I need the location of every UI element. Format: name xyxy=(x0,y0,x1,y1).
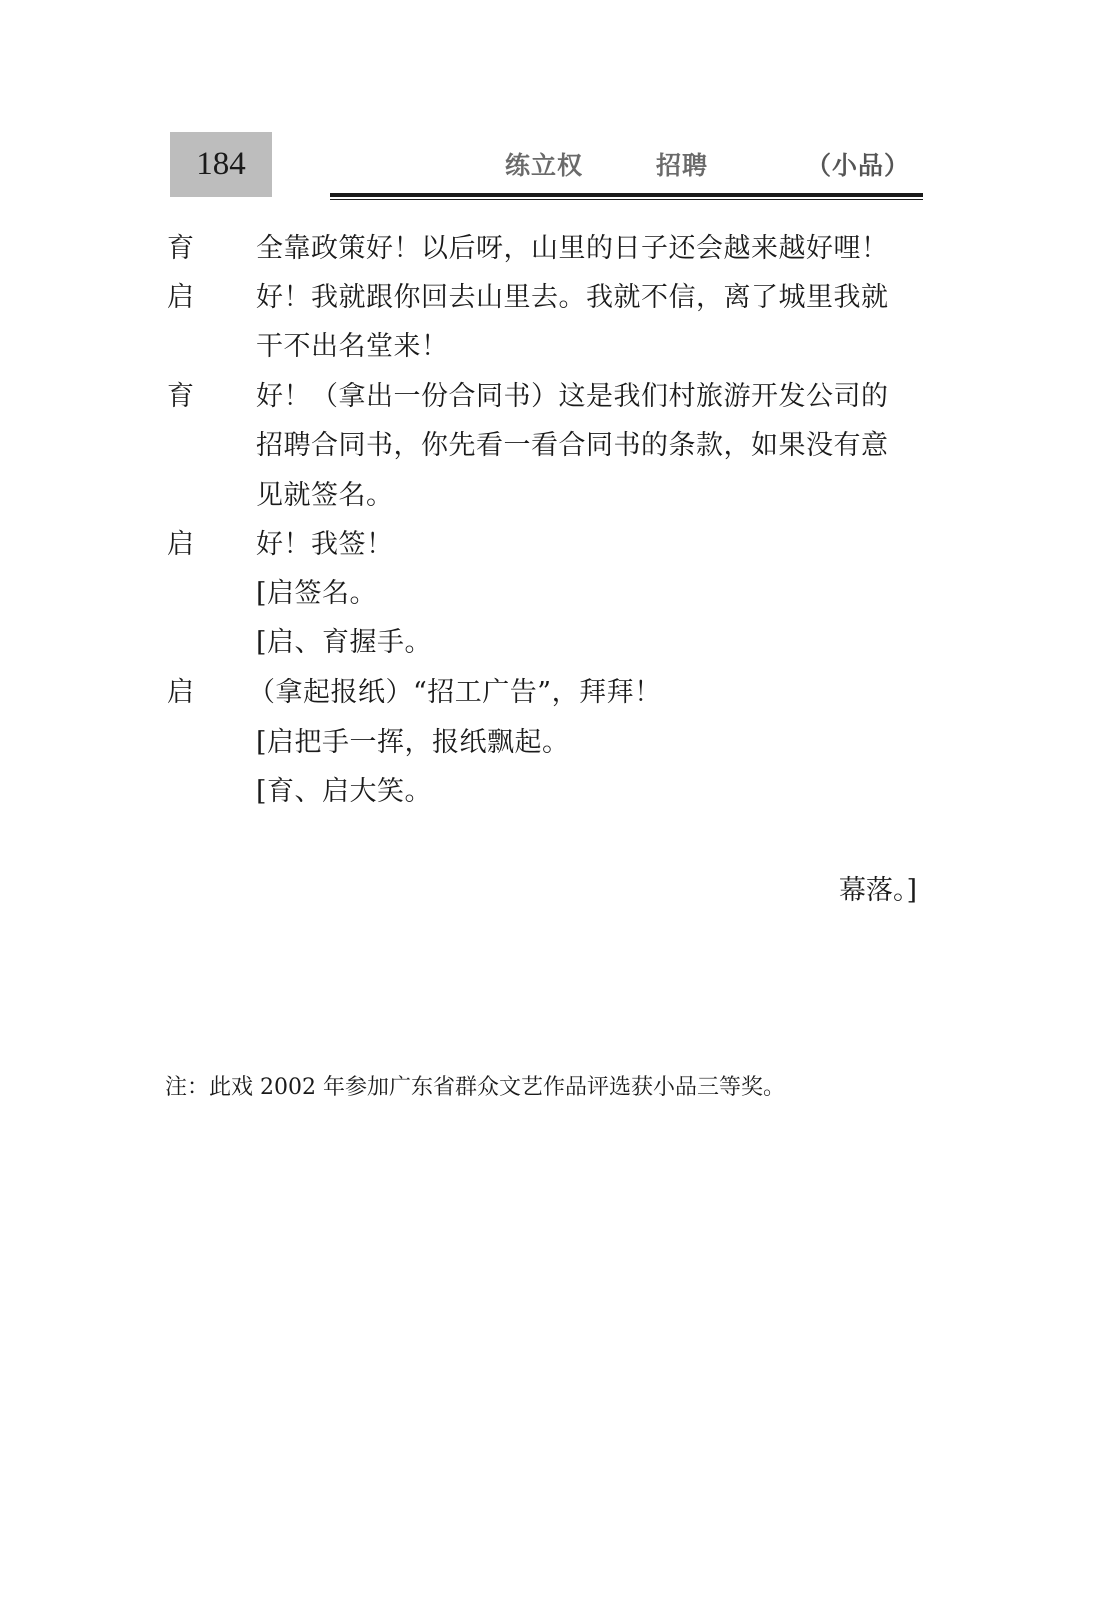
line-text: 全靠政策好！以后呀，山里的日子还会越来越好哩！ xyxy=(256,233,889,264)
line-text: [启签名。 xyxy=(256,578,378,609)
line-text: [启把手一挥，报纸飘起。 xyxy=(256,727,570,758)
script-line xyxy=(0,226,1095,272)
line-text: 好！我签！ xyxy=(256,529,394,560)
line-text: [育、启大笑。 xyxy=(256,776,433,807)
script-line xyxy=(0,324,1095,370)
line-text: [启、育握手。 xyxy=(256,627,433,658)
script-line xyxy=(0,374,1095,420)
line-text: （拿起报纸）“招工广告”，拜拜！ xyxy=(248,677,662,708)
script-line xyxy=(0,473,1095,519)
script-line xyxy=(0,670,1095,716)
stage-direction xyxy=(0,720,1095,766)
script-line xyxy=(0,275,1095,321)
header-rule-thin xyxy=(330,199,923,200)
speaker: 育 xyxy=(167,381,194,412)
line-text: 好！（拿出一份合同书）这是我们村旅游开发公司的 xyxy=(256,381,889,412)
page-number-box xyxy=(170,132,272,197)
script-line xyxy=(0,522,1095,568)
script-line xyxy=(0,423,1095,469)
stage-direction xyxy=(0,769,1095,815)
header-rule-thick xyxy=(330,193,923,197)
page-number: 184 xyxy=(196,146,246,182)
footnote: 注：此戏 2002 年参加广东省群众文艺作品评选获小品三等奖。 xyxy=(165,1075,785,1100)
line-text: 见就签名。 xyxy=(256,480,394,511)
running-head-title: 招聘 xyxy=(656,151,709,180)
stage-direction xyxy=(0,620,1095,666)
speaker: 育 xyxy=(167,233,194,264)
running-head-genre: （小品） xyxy=(806,151,911,180)
line-text: 好！我就跟你回去山里去。我就不信，离了城里我就 xyxy=(256,282,889,313)
speaker: 启 xyxy=(167,677,194,708)
speaker: 启 xyxy=(167,282,194,313)
line-text: 招聘合同书，你先看一看合同书的条款，如果没有意 xyxy=(256,430,889,461)
curtain-falls: 幕落。] xyxy=(838,875,917,906)
stage-direction xyxy=(0,571,1095,617)
line-text: 干不出名堂来！ xyxy=(256,331,449,362)
running-head-author: 练立权 xyxy=(505,151,584,180)
speaker: 启 xyxy=(167,529,194,560)
